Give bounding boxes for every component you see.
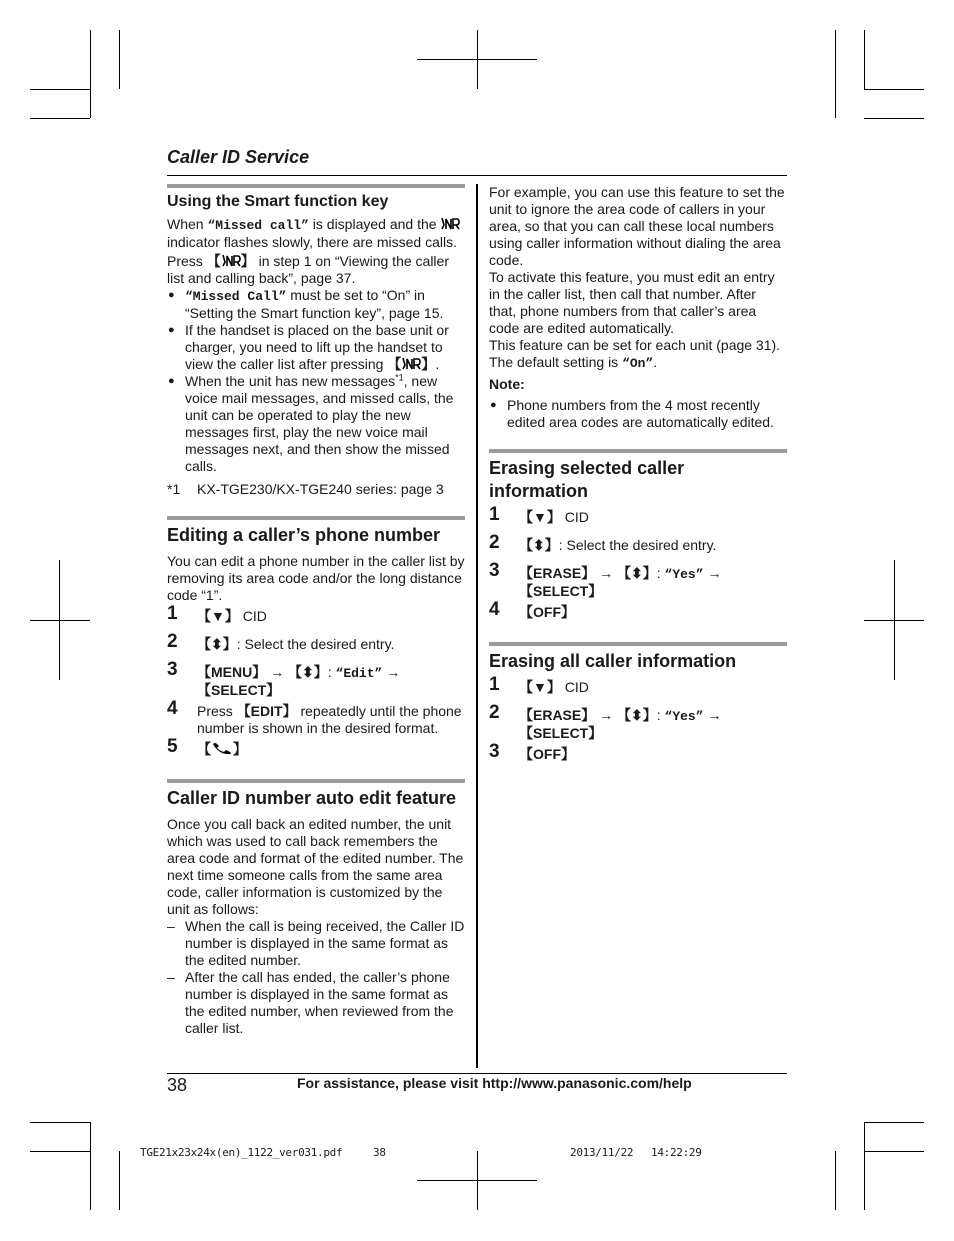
arrow-icon: →: [599, 565, 614, 581]
crop-mark: [864, 30, 865, 89]
text: .: [435, 356, 440, 372]
arrow-icon: →: [270, 664, 285, 680]
crop-mark: [30, 1151, 90, 1152]
section-title-editing: Editing a caller’s phone number: [167, 525, 441, 545]
select-key: 【SELECT】: [519, 583, 603, 599]
bullet-list: [167, 287, 465, 475]
text: This feature can be set for each unit (page 31). The default setting is: [489, 337, 781, 370]
text: repeatedly until the phone number is shown in the desired format.: [197, 703, 462, 736]
arrow-icon: →: [386, 664, 401, 680]
help-link-text: For assistance, please visit http://www.panasonic.com/help: [297, 1075, 692, 1091]
text: is displayed and the: [308, 216, 441, 232]
section-title-smart-key: Using the Smart function key: [167, 193, 389, 210]
bullet-list: [489, 397, 787, 431]
crop-mark: [30, 118, 90, 119]
text: in step 1 on “Viewing the caller list and calling back”, page 37.: [167, 253, 449, 286]
text: :: [656, 565, 665, 581]
step-number: 5: [167, 736, 178, 757]
paragraph: [167, 216, 465, 251]
paragraph: [167, 253, 465, 287]
erase-key: 【ERASE】: [519, 565, 596, 581]
crop-mark: [864, 1122, 924, 1123]
down-key: 【▼】: [519, 679, 561, 695]
section-bar: [167, 779, 465, 783]
step: [167, 698, 465, 737]
step: [167, 603, 465, 632]
text: :: [656, 707, 665, 723]
crop-mark: [30, 620, 90, 621]
crop-mark: [119, 30, 120, 89]
section-title-erase-selected: Erasing selected caller information: [489, 458, 685, 501]
arrow-icon: →: [599, 707, 614, 723]
menu-key: 【MENU】: [197, 664, 267, 680]
note-label: Note:: [489, 376, 525, 392]
text: indicator flashes slowly, there are missed calls.: [167, 234, 457, 250]
section-bar: [167, 516, 465, 520]
updown-key: 【⬍】: [197, 636, 237, 652]
display-text: “Edit”: [335, 666, 383, 681]
updown-key: 【⬍】: [288, 664, 328, 680]
crop-mark: [864, 1151, 924, 1152]
smart-key-label: 【 】: [387, 356, 436, 372]
list-item: ● Phone numbers from the 4 most recently edited area codes are automatically edited.: [489, 397, 787, 431]
text: CID: [238, 608, 267, 624]
step-number: 3: [489, 560, 500, 581]
step-number: 4: [167, 698, 178, 719]
missed-call-icon: [221, 254, 241, 268]
phone-handset-icon: [211, 742, 233, 755]
text: .: [653, 354, 658, 370]
step: [167, 659, 465, 699]
crop-mark: [835, 30, 836, 118]
section-title-auto-edit: Caller ID number auto edit feature: [167, 788, 457, 808]
paragraph: You can edit a phone number in the caller list by removing its area code and/or the long distance code “1”.: [167, 553, 465, 603]
footnote-text: KX-TGE230/KX-TGE240 series: page 3: [197, 481, 444, 497]
crop-mark: [90, 30, 91, 118]
print-page-number: 38: [373, 1146, 386, 1159]
step-number: 2: [167, 631, 178, 652]
crop-mark: [864, 1122, 865, 1210]
step-number: 3: [489, 741, 500, 762]
off-key: 【OFF】: [519, 746, 575, 762]
step: [489, 599, 787, 628]
smart-key-label: 【 】: [206, 253, 255, 269]
text: CID: [560, 509, 589, 525]
crop-mark: [477, 30, 478, 89]
step-list: [167, 603, 465, 765]
updown-key: 【⬍】: [617, 565, 657, 581]
text: CID: [560, 679, 589, 695]
crop-mark: [30, 1122, 90, 1123]
off-key: 【OFF】: [519, 604, 575, 620]
step-number: 1: [489, 504, 500, 525]
arrow-icon: →: [707, 565, 722, 581]
list-item: [167, 373, 465, 475]
step-number: 1: [489, 674, 500, 695]
step: [489, 741, 787, 770]
step-number: 2: [489, 532, 500, 553]
paragraph: To activate this feature, you must edit an entry in the caller list, then call that number. After that, phone numbers from that caller’s area code are edited automatically.: [489, 269, 775, 336]
talk-key: 【 】: [197, 741, 247, 757]
text: : Select the desired entry.: [558, 537, 717, 553]
list-item: – When the call is being received, the Caller ID number is displayed in the same format as the edited number.: [167, 918, 465, 969]
crop-mark: [477, 1151, 478, 1210]
page-header-title: Caller ID Service: [167, 147, 310, 167]
step: [489, 674, 787, 703]
arrow-icon: →: [707, 707, 722, 723]
paragraph: [489, 337, 787, 372]
down-key: 【▼】: [197, 608, 239, 624]
section-bar: [167, 184, 465, 188]
crop-mark: [894, 560, 895, 680]
crop-mark: [835, 1151, 836, 1210]
missed-call-icon: [401, 357, 421, 371]
step: [489, 504, 787, 533]
display-text: “Missed call”: [207, 218, 309, 233]
left-column: [167, 184, 465, 1037]
down-key: 【▼】: [519, 509, 561, 525]
section-bar: [489, 449, 787, 453]
dash-list: [167, 918, 465, 1037]
crop-mark: [90, 1122, 91, 1210]
text: When: [167, 216, 208, 232]
paragraph: Once you call back an edited number, the unit which was used to call back remembers the area code and format of the edited number. The next time someone calls from the same area code, caller information is customized by the unit as follows:: [167, 816, 464, 917]
erase-key: 【ERASE】: [519, 707, 596, 723]
edit-key: 【EDIT】: [236, 703, 297, 719]
crop-mark: [30, 89, 90, 90]
column-divider: [476, 184, 478, 1068]
footnote-ref: *1: [395, 372, 404, 383]
print-date: 2013/11/22: [570, 1146, 634, 1159]
text: : Select the desired entry.: [236, 636, 395, 652]
step-number: 2: [489, 702, 500, 723]
list-item: – After the call has ended, the caller’s phone number is displayed in the same format as the edited number, when reviewed from the caller list.: [167, 969, 465, 1037]
crop-mark: [59, 560, 60, 680]
list-item: [167, 287, 465, 322]
print-time: 14:22:29: [651, 1146, 702, 1159]
header-rule: [167, 175, 787, 176]
crop-mark: [119, 1151, 120, 1210]
step-number: 3: [167, 659, 178, 680]
step: [167, 736, 465, 765]
section-bar: [489, 642, 787, 646]
display-text: “Yes”: [664, 709, 704, 724]
list-item: [167, 322, 465, 373]
display-text: “Missed Call”: [185, 289, 287, 304]
step: [167, 631, 465, 660]
text: Press: [197, 703, 237, 719]
step-number: 4: [489, 599, 500, 620]
section-title-erase-all: Erasing all caller information: [489, 651, 737, 671]
step: [489, 532, 787, 561]
step: [489, 702, 787, 742]
paragraph: For example, you can use this feature to set the unit to ignore the area code of callers in your area, so that you can call these local numbers using caller information without dialing the area code.: [489, 184, 785, 268]
step-list: [489, 674, 787, 770]
select-key: 【SELECT】: [197, 682, 281, 698]
display-text: “Yes”: [664, 567, 704, 582]
footnote: [167, 481, 465, 498]
text: must be set to “On” in “Setting the Smart function key”, page 15.: [185, 287, 444, 321]
display-text: “On”: [622, 356, 654, 371]
text: When the unit has new messages: [185, 373, 396, 389]
footnote-mark: *1: [167, 481, 181, 497]
footer-rule: [167, 1073, 787, 1074]
text: , new voice mail messages, and missed calls, the unit can be operated to play the new messages first, play the new voice mail messages next, and then show the missed calls.: [185, 373, 454, 474]
missed-call-icon: [440, 217, 460, 231]
text: Press: [167, 253, 207, 269]
updown-key: 【⬍】: [519, 537, 559, 553]
crop-mark: [864, 89, 924, 90]
step: [489, 560, 787, 600]
right-column: [489, 184, 787, 774]
crop-mark: [864, 118, 924, 119]
page-number: 38: [167, 1075, 188, 1095]
step-number: 1: [167, 603, 178, 624]
updown-key: 【⬍】: [617, 707, 657, 723]
text: If the handset is placed on the base unit or charger, you need to lift up the handset to view the caller list after pressing: [185, 322, 449, 372]
print-file-name: TGE21x23x24x(en)_1122_ver031.pdf: [140, 1146, 343, 1159]
text: :: [327, 664, 336, 680]
select-key: 【SELECT】: [519, 725, 603, 741]
step-list: [489, 504, 787, 628]
